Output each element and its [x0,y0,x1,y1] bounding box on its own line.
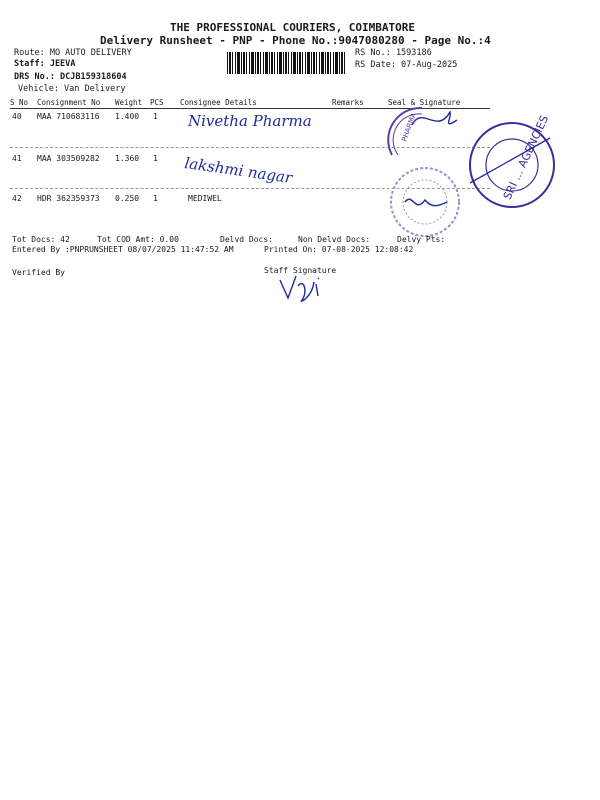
company-title: THE PROFESSIONAL COURIERS, COIMBATORE [170,21,416,34]
non-delivered-docs: Non Delvd Docs: [298,235,371,244]
rs-number: RS No.: 1593186 [355,48,432,58]
row-40-sno: 40 [12,112,22,121]
row-42-weight: 0.250 [115,194,140,203]
column-header-weight: Weight [115,98,143,107]
delivery-points: Delvy Pts: [397,235,446,244]
total-docs: Tot Docs: 42 [12,235,70,244]
row-41-sno: 41 [12,154,22,163]
staff-signature [278,272,328,304]
column-header-sno: S No [10,98,29,107]
column-header-remarks: Remarks [332,98,364,107]
staff-label: Staff: JEEVA [14,59,76,69]
total-cod-amount: Tot COD Amt: 0.00 [97,235,179,244]
row-41-pcs: 1 [153,154,158,163]
column-header-pcs: PCS [150,98,164,107]
entered-by: Entered By :PNPRUNSHEET 08/07/2025 11:47:52 AM [12,245,234,254]
row-41-weight: 1.360 [115,154,140,163]
printed-on: Printed On: 07-08-2025 12:08:42 [264,245,414,254]
column-header-consignment: Consignment No [37,98,101,107]
row-40-weight: 1.400 [115,112,140,121]
row-40-consignment: MAA 710683116 [37,112,100,121]
column-header-seal-signature: Seal & Signature [388,98,461,107]
verified-by-label: Verified By [12,268,65,277]
row-41-handwritten-consignee: lakshmi nagar [183,154,294,187]
pharma-stamp [382,100,462,160]
route-label: Route: MO AUTO DELIVERY [14,48,132,58]
row-42-pcs: 1 [153,194,158,203]
vehicle-label: Vehicle: Van Delivery [18,84,126,94]
staff-signature-label: Staff Signature [264,266,337,275]
row-41-consignment: MAA 303509282 [37,154,100,163]
agencies-stamp [465,113,560,213]
row-42-consignee: MEDIWEL [188,194,222,203]
svg-text:PHARMA: PHARMA [400,111,419,143]
row-40-handwritten-consignee: Nivetha Pharma [188,112,312,130]
barcode [227,52,347,74]
drs-number: DRS No.: DCJB159318604 [14,72,127,82]
row-42-sno: 42 [12,194,22,203]
received-stamp [385,162,470,237]
column-header-consignee: Consignee Details [180,98,257,107]
rs-date: RS Date: 07-Aug-2025 [355,60,458,70]
row-42-consignment: HDR 362359373 [37,194,100,203]
delivered-docs: Delvd Docs: [220,235,273,244]
row-40-pcs: 1 [153,112,158,121]
svg-text:SRI ... AGENCIES: SRI ... AGENCIES [500,113,552,202]
runsheet-title: Delivery Runsheet - PNP - Phone No.:9047080280 - Page No.:4 [100,34,491,47]
